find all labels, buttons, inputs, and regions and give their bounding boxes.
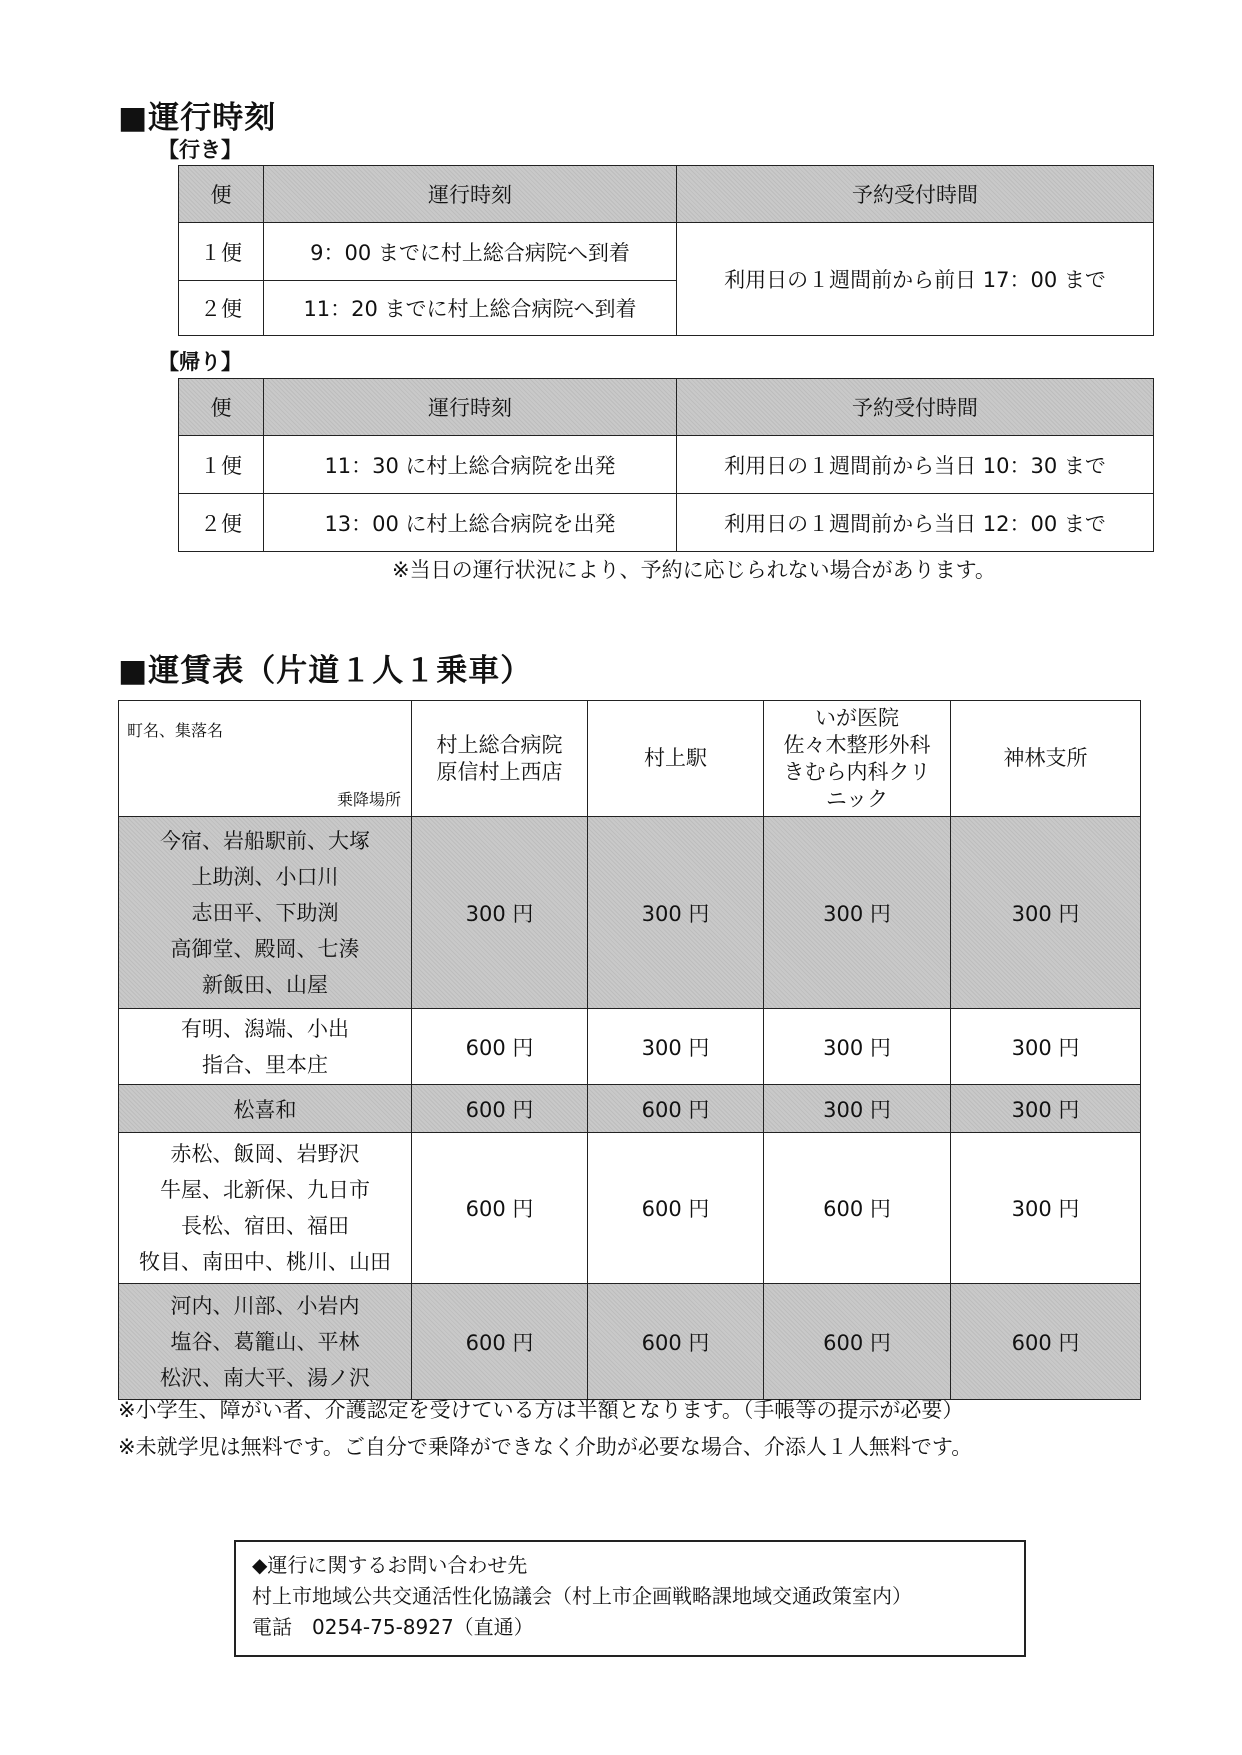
contact-phone: 電話 0254-75-8927（直通） (252, 1615, 534, 1639)
fare-note-1: ※小学生、障がい者、介護認定を受けている方は半額となります。（手帳等の提示が必要） (118, 1398, 964, 1422)
fare-row-1-areas (119, 817, 412, 1009)
fare-row-5 (119, 1284, 1141, 1400)
return-col-time-header: 運行時刻 (264, 379, 677, 436)
area-line: 指合、里本庄 (202, 1052, 328, 1077)
outbound-time-2: 11：20 までに村上総合病院へ到着 (264, 281, 677, 336)
outbound-time-1: 9：00 までに村上総合病院へ到着 (264, 223, 677, 281)
fare-cell: 600 円 (412, 1133, 588, 1284)
fare-row-1 (119, 817, 1141, 1009)
fare-cell: 300 円 (588, 817, 764, 1009)
return-col-reserve-header: 予約受付時間 (677, 379, 1154, 436)
outbound-table (178, 165, 1154, 336)
fare-cell: 300 円 (764, 1009, 951, 1085)
outbound-reserve: 利用日の１週間前から前日 17：00 まで (677, 223, 1154, 336)
fare-cell: 300 円 (951, 1009, 1141, 1085)
contact-title: ◆運行に関するお問い合わせ先 (252, 1553, 528, 1577)
fare-cell: 600 円 (588, 1085, 764, 1133)
return-time-2: 13：00 に村上総合病院を出発 (264, 494, 677, 552)
area-line: 志田平、下助渕 (191, 900, 339, 925)
area-line: 牧目、南田中、桃川、山田 (139, 1250, 391, 1274)
area-line: 長松、宿田、福田 (181, 1214, 349, 1238)
fare-row-2 (119, 1009, 1141, 1085)
col-hospital-line1: 村上総合病院 (436, 732, 563, 757)
area-line: 赤松、飯岡、岩野沢 (170, 1142, 360, 1166)
return-col-bin-header: 便 (179, 379, 264, 436)
fare-heading: ■運賃表（片道１人１乗車） (118, 653, 533, 689)
area-line: 今宿、岩船駅前、大塚 (160, 828, 370, 853)
outbound-bin-1: １便 (179, 223, 264, 281)
fare-table (118, 700, 1141, 1400)
fare-corner-cell (119, 701, 412, 817)
fare-cell: 600 円 (412, 1284, 588, 1400)
col-bin-header: 便 (179, 166, 264, 223)
fare-cell: 300 円 (764, 1085, 951, 1133)
fare-cell: 300 円 (588, 1009, 764, 1085)
col-clinics-line1: いが医院 (815, 705, 899, 730)
fare-cell: 300 円 (412, 817, 588, 1009)
fare-cell: 600 円 (764, 1133, 951, 1284)
fare-row-4 (119, 1133, 1141, 1284)
fare-cell: 300 円 (764, 817, 951, 1009)
return-label: 【帰り】 (158, 350, 242, 374)
contact-box (234, 1540, 1026, 1657)
return-bin-1: １便 (179, 436, 264, 494)
fare-row-5-areas (119, 1284, 412, 1400)
fare-cell: 600 円 (412, 1009, 588, 1085)
fare-col-kamihayashi (951, 701, 1141, 817)
fare-cell: 300 円 (951, 1133, 1141, 1284)
fare-row-3 (119, 1085, 1141, 1133)
corner-top-label: 乗降場所 (336, 789, 401, 809)
col-hospital-line2: 原信村上西店 (436, 759, 563, 784)
fare-cell: 600 円 (588, 1133, 764, 1284)
outbound-label: 【行き】 (158, 138, 242, 162)
area-line: 松沢、南大平、湯ノ沢 (160, 1365, 370, 1390)
contact-org: 村上市地域公共交通活性化協議会（村上市企画戦略課地域交通政策室内） (252, 1584, 912, 1608)
fare-col-clinics (764, 701, 951, 817)
area-line: 新飯田、山屋 (202, 972, 328, 997)
return-reserve-2: 利用日の１週間前から当日 12：00 まで (677, 494, 1154, 552)
fare-cell: 300 円 (951, 1085, 1141, 1133)
col-time-header: 運行時刻 (264, 166, 677, 223)
fare-row-4-areas (119, 1133, 412, 1284)
area-line: 有明、潟端、小出 (181, 1016, 349, 1041)
area-line: 牛屋、北新保、九日市 (160, 1178, 370, 1202)
area-line: 上助渕、小口川 (191, 864, 339, 889)
schedule-note: ※当日の運行状況により、予約に応じられない場合があります。 (392, 558, 996, 582)
fare-cell: 600 円 (588, 1284, 764, 1400)
col-clinics-line2: 佐々木整形外科 (783, 732, 931, 757)
return-bin-2: ２便 (179, 494, 264, 552)
return-table (178, 378, 1154, 552)
area-line: 河内、川部、小岩内 (170, 1293, 360, 1318)
fare-note-2: ※未就学児は無料です。ご自分で乗降ができなく介助が必要な場合、介添人１人無料です。 (118, 1435, 973, 1459)
fare-cell: 300 円 (951, 817, 1141, 1009)
schedule-heading: ■運行時刻 (118, 100, 277, 136)
return-reserve-1: 利用日の１週間前から当日 10：30 まで (677, 436, 1154, 494)
fare-cell: 600 円 (951, 1284, 1141, 1400)
return-time-1: 11：30 に村上総合病院を出発 (264, 436, 677, 494)
corner-bottom-label: 町名、集落名 (127, 720, 224, 740)
col-kamihayashi-line1: 神林支所 (1003, 746, 1088, 770)
col-reserve-header: 予約受付時間 (677, 166, 1154, 223)
area-line: 塩谷、葛籠山、平林 (170, 1329, 360, 1354)
fare-row-3-areas: 松喜和 (119, 1085, 412, 1133)
fare-col-station (588, 701, 764, 817)
col-clinics-line3: きむら内科クリ (783, 759, 931, 784)
col-clinics-line4: ニック (825, 786, 889, 811)
fare-cell: 600 円 (764, 1284, 951, 1400)
fare-cell: 600 円 (412, 1085, 588, 1133)
area-line: 高御堂、殿岡、七湊 (170, 936, 360, 961)
col-station-line1: 村上駅 (644, 746, 707, 770)
fare-col-hospital (412, 701, 588, 817)
outbound-bin-2: ２便 (179, 281, 264, 336)
fare-row-2-areas (119, 1009, 412, 1085)
